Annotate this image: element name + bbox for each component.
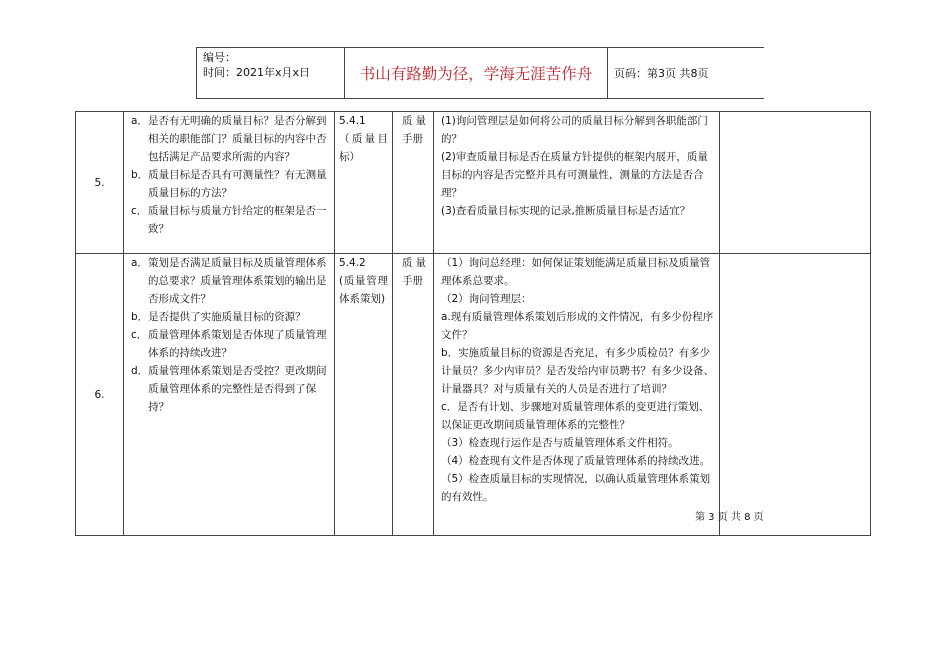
header-info-cell bbox=[197, 48, 345, 99]
question-item: a． 策划是否满足质量目标及质量管理体系的总要求？质量管理体系策划的输出是否形成文件？ bbox=[131, 257, 327, 305]
action-item: （4）检查现有文件是否体现了质量管理体系的持续改进。 bbox=[441, 455, 711, 467]
clause-name: (质量管理体系策划) bbox=[339, 275, 388, 305]
question-cell bbox=[124, 112, 335, 254]
question-cell bbox=[124, 254, 335, 536]
question-item: c． 质量管理体系策划是否体现了质量管理体系的持续改进？ bbox=[131, 329, 327, 359]
table-row bbox=[76, 254, 871, 536]
clause-name: （质量目标） bbox=[339, 133, 388, 163]
clause-number: 5.4.2 bbox=[339, 257, 366, 269]
page-footer: 第 3 页 共 8 页 bbox=[695, 512, 764, 523]
clause-number: 5.4.1 bbox=[339, 115, 366, 127]
time-label: 时间：2021年x月x日 bbox=[203, 66, 311, 79]
question-item: b． 是否提供了实施质量目标的资源？ bbox=[131, 311, 306, 323]
question-item: d． 质量管理体系策划是否受控？更改期间质量管理体系的完整性是否得到了保持？ bbox=[131, 365, 327, 413]
action-item: （2）询问管理层： bbox=[441, 293, 532, 305]
actions-cell bbox=[434, 112, 720, 254]
question-item: a． 是否有无明确的质量目标？是否分解到相关的职能部门？质量目标的内容中否包括满足产品要求所需的内容？ bbox=[131, 115, 327, 163]
action-item: （3）检查现行运作是否与质量管理体系文件相符。 bbox=[441, 437, 679, 449]
header-table bbox=[196, 47, 764, 99]
document-cell: 质量手册 bbox=[393, 254, 434, 536]
row-number: 6. bbox=[76, 254, 124, 536]
action-item: c．是否有计划、步骤地对质量管理体系的变更进行策划、以保证更改期间质量管理体系的完整性？ bbox=[441, 401, 710, 431]
actions-cell bbox=[434, 254, 720, 536]
action-item: (2)审查质量目标是否在质量方针提供的框架内展开，质量目标的内容是否完整并具有可测量性，测量的方法是否合理？ bbox=[441, 151, 708, 199]
action-item: a.现有质量管理体系策划后形成的文件情况，有多少份程序文件？ bbox=[441, 311, 714, 341]
action-item: （5）检查质量目标的实现情况，以确认质量管理体系策划的有效性。 bbox=[441, 473, 711, 503]
notes-cell bbox=[720, 112, 871, 254]
question-item: b． 质量目标是否具有可测量性？有无测量质量目标的方法？ bbox=[131, 169, 327, 199]
question-item: c． 质量目标与质量方针给定的框架是否一致？ bbox=[131, 205, 327, 235]
page-code: 页码：第3页 共8页 bbox=[608, 48, 765, 99]
clause-cell bbox=[335, 254, 393, 536]
action-item: （1）询问总经理：如何保证策划能满足质量目标及质量管理体系总要求。 bbox=[441, 257, 711, 287]
action-item: (3)查看质量目标实现的记录,推断质量目标是否适宜？ bbox=[441, 205, 691, 217]
document-cell: 质量手册 bbox=[393, 112, 434, 254]
number-label: 编号： bbox=[203, 51, 236, 64]
notes-cell bbox=[720, 254, 871, 536]
action-item: (1)询问管理层是如何将公司的质量目标分解到各职能部门的？ bbox=[441, 115, 708, 145]
audit-table bbox=[75, 111, 871, 536]
clause-cell bbox=[335, 112, 393, 254]
slogan: 书山有路勤为径，学海无涯苦作舟 bbox=[345, 48, 608, 99]
action-item: b．实施质量目标的资源是否充足，有多少质检员？有多少计量员？多少内审员？是否发给内审员聘书？有多少设备、计量器具？对与质量有关的人员是否进行了培训？ bbox=[441, 347, 714, 395]
table-row bbox=[76, 112, 871, 254]
row-number: 5. bbox=[76, 112, 124, 254]
